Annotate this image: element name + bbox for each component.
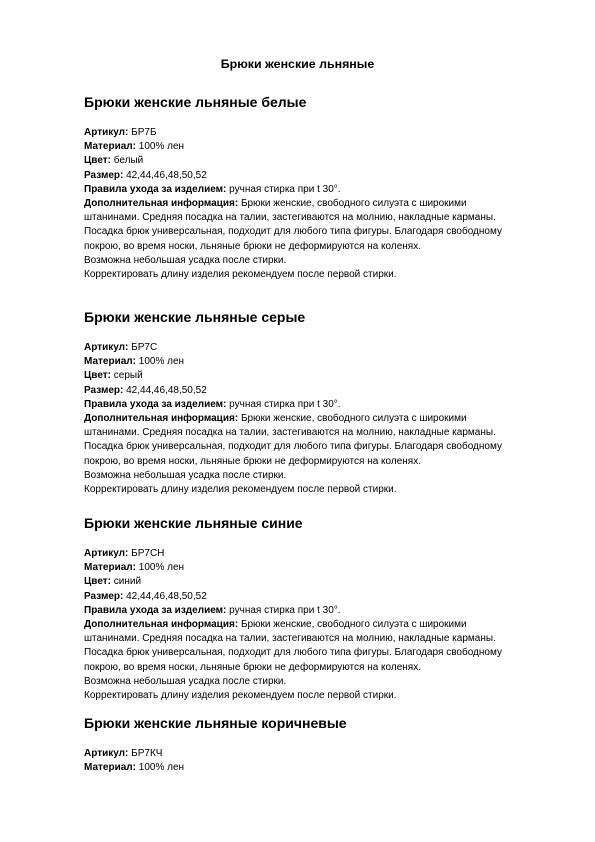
material-label: Материал: xyxy=(84,562,136,574)
description-line: покрою, во время носки, льняные брюки не деформируются на коленях. xyxy=(84,661,422,673)
product-section-grey xyxy=(84,308,564,497)
extra-line xyxy=(84,618,564,632)
description-line: Возможна небольшая усадка после стирки. xyxy=(84,675,287,687)
extra-label: Дополнительная информация: xyxy=(84,198,239,210)
size-line xyxy=(84,590,564,604)
article-label: Артикул: xyxy=(84,342,129,353)
description-line: штанинами. Средняя посадка на талии, застегиваются на молнию, накладные карманы. xyxy=(84,212,496,224)
care-label: Правила ухода за изделием: xyxy=(84,604,227,616)
extra-line xyxy=(84,412,564,426)
care-label: Правила ухода за изделием: xyxy=(84,398,227,410)
product-heading: Брюки женские льняные синие xyxy=(84,515,303,531)
color-value: синий xyxy=(113,576,142,588)
description-line: штанинами. Средняя посадка на талии, застегиваются на молнию, накладные карманы. xyxy=(84,427,496,439)
product-heading: Брюки женские льняные коричневые xyxy=(84,715,347,731)
color-line xyxy=(84,154,564,168)
material-line xyxy=(84,140,564,154)
extra-label: Дополнительная информация: xyxy=(84,619,239,631)
article-value: БР7С xyxy=(131,342,158,353)
description-line: Корректировать длину изделия рекомендуем после первой стирки. xyxy=(84,269,397,281)
article-line xyxy=(84,126,564,140)
description-line: штанинами. Средняя посадка на талии, застегиваются на молнию, накладные карманы. xyxy=(84,633,496,645)
article-value: БР7Б xyxy=(131,127,157,138)
size-line xyxy=(84,384,564,398)
description-line: Корректировать длину изделия рекомендуем после первой стирки. xyxy=(84,690,397,702)
product-section-brown xyxy=(84,714,564,775)
color-label: Цвет: xyxy=(84,370,111,382)
color-line xyxy=(84,369,564,383)
description-line: Брюки женские, свободного силуэта с широкими xyxy=(240,619,467,631)
product-fields xyxy=(84,341,564,497)
color-line xyxy=(84,575,564,589)
description-line: Посадка брюк универсальная, подходит для любого типа фигуры. Благодаря свободному xyxy=(84,441,502,453)
material-label: Материал: xyxy=(84,356,136,368)
care-line xyxy=(84,604,564,618)
product-section-white xyxy=(84,93,564,282)
description-line: покрою, во время носки, льняные брюки не деформируются на коленях. xyxy=(84,455,422,467)
article-value: БР7СН xyxy=(131,548,165,559)
material-value: 100% лен xyxy=(138,141,185,153)
material-label: Материал: xyxy=(84,141,136,153)
article-line xyxy=(84,547,564,561)
color-value: белый xyxy=(113,155,144,167)
extra-label: Дополнительная информация: xyxy=(84,413,239,425)
color-label: Цвет: xyxy=(84,155,111,167)
product-heading: Брюки женские льняные белые xyxy=(84,94,307,110)
product-fields xyxy=(84,547,564,703)
care-line xyxy=(84,183,564,197)
size-value: 42,44,46,48,50,52 xyxy=(126,590,207,602)
care-label: Правила ухода за изделием: xyxy=(84,183,227,195)
size-label: Размер: xyxy=(84,384,124,396)
size-value: 42,44,46,48,50,52 xyxy=(126,384,207,396)
product-section-blue xyxy=(84,514,564,703)
material-value: 100% лен xyxy=(138,562,185,574)
size-line xyxy=(84,169,564,183)
color-label: Цвет: xyxy=(84,576,111,588)
article-line xyxy=(84,341,564,355)
material-value: 100% лен xyxy=(138,762,185,774)
product-fields xyxy=(84,747,564,775)
description-line: Посадка брюк универсальная, подходит для любого типа фигуры. Благодаря свободному xyxy=(84,226,502,238)
description-line: Брюки женские, свободного силуэта с широкими xyxy=(240,198,467,210)
product-fields xyxy=(84,126,564,282)
description-line: Возможна небольшая усадка после стирки. xyxy=(84,469,287,481)
material-value: 100% лен xyxy=(138,356,185,368)
product-heading: Брюки женские льняные серые xyxy=(84,309,306,325)
color-value: серый xyxy=(113,370,143,382)
document-title: Брюки женские льняные xyxy=(220,57,375,71)
article-label: Артикул: xyxy=(84,127,129,138)
description-line: Корректировать длину изделия рекомендуем после первой стирки. xyxy=(84,484,397,496)
care-value: ручная стирка при t 30°. xyxy=(229,183,341,195)
article-label: Артикул: xyxy=(84,748,129,759)
description-line: Брюки женские, свободного силуэта с широкими xyxy=(240,413,467,425)
material-label: Материал: xyxy=(84,762,136,774)
care-value: ручная стирка при t 30°. xyxy=(229,604,341,616)
description-line: покрою, во время носки, льняные брюки не деформируются на коленях. xyxy=(84,240,422,252)
material-line xyxy=(84,561,564,575)
extra-line xyxy=(84,197,564,211)
size-label: Размер: xyxy=(84,169,124,181)
material-line xyxy=(84,355,564,369)
material-line xyxy=(84,761,564,775)
article-line xyxy=(84,747,564,761)
article-value: БР7КЧ xyxy=(131,748,163,759)
care-line xyxy=(84,398,564,412)
size-value: 42,44,46,48,50,52 xyxy=(126,169,207,181)
care-value: ручная стирка при t 30°. xyxy=(229,398,341,410)
size-label: Размер: xyxy=(84,590,124,602)
description-line: Посадка брюк универсальная, подходит для любого типа фигуры. Благодаря свободному xyxy=(84,647,502,659)
article-label: Артикул: xyxy=(84,548,129,559)
description-line: Возможна небольшая усадка после стирки. xyxy=(84,254,287,266)
